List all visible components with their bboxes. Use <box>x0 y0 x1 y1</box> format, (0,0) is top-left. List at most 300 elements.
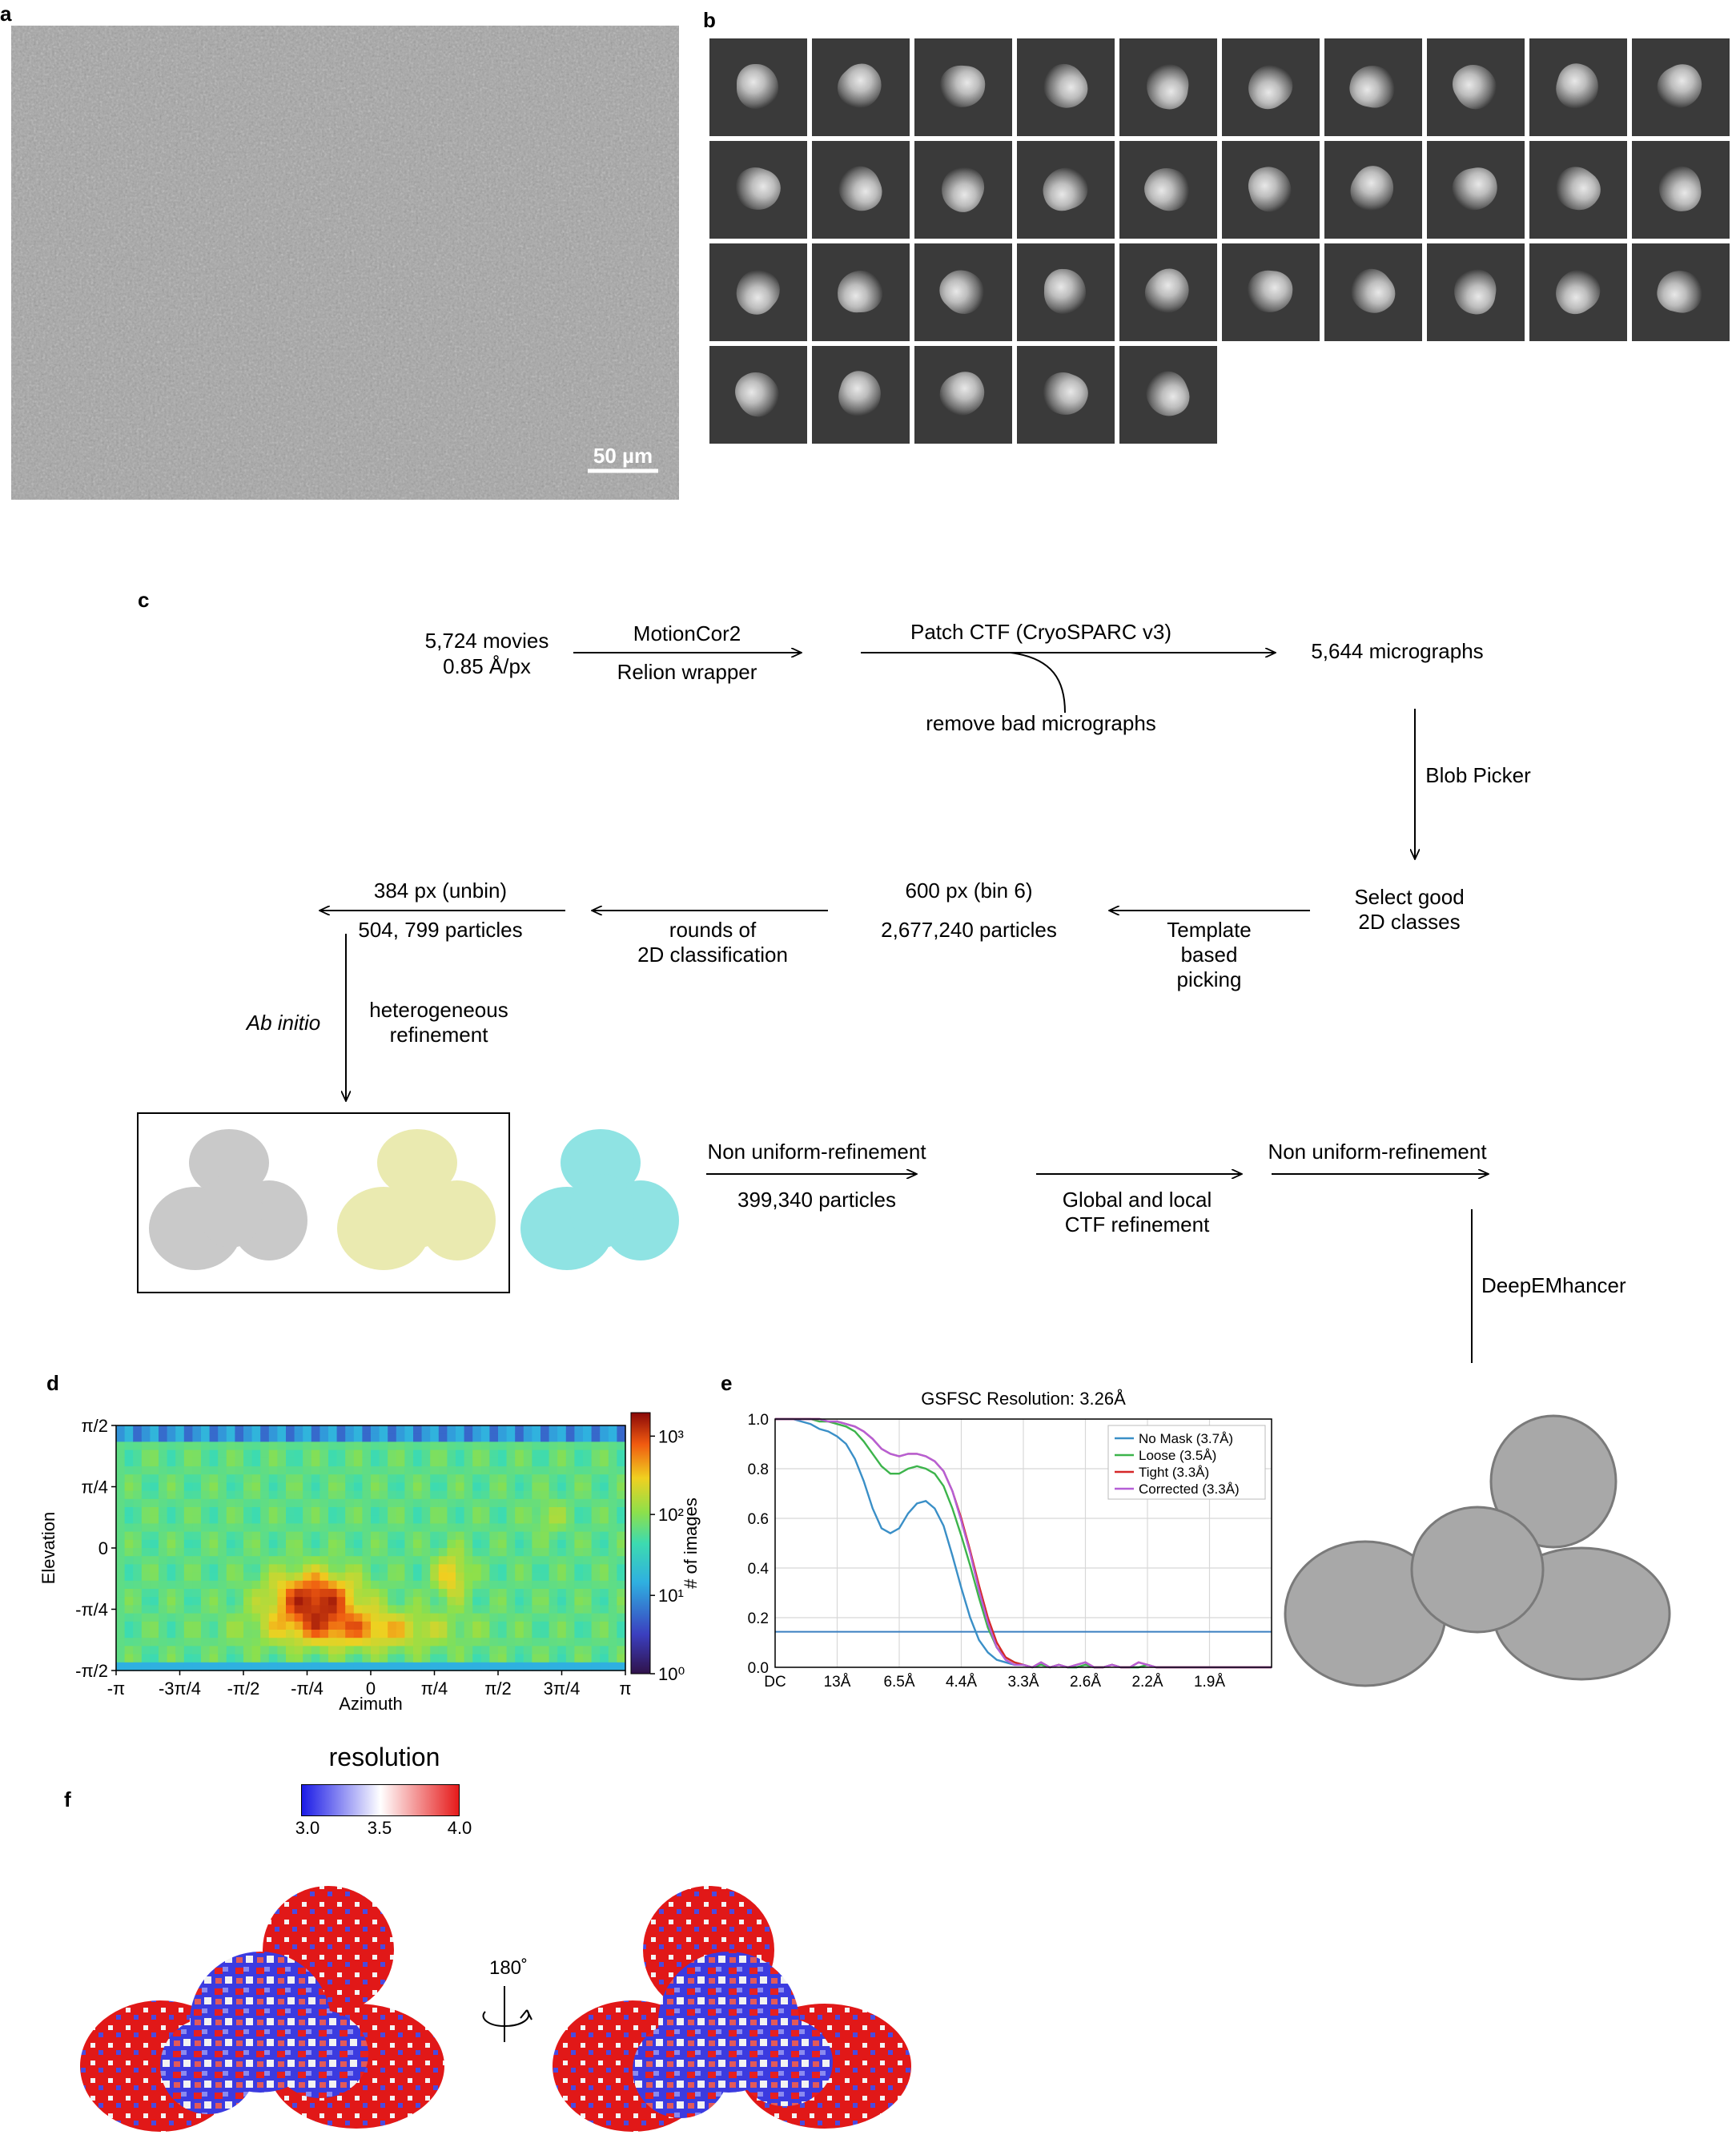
heatmap-cell <box>388 1597 396 1606</box>
heatmap-cell <box>311 1491 320 1500</box>
heatmap-cell <box>175 1605 184 1614</box>
heatmap-cell <box>472 1573 481 1582</box>
heatmap-cell <box>159 1663 167 1671</box>
heatmap-cell <box>142 1622 151 1630</box>
label-select-good-2: 2D classes <box>1358 910 1461 934</box>
heatmap-cell <box>227 1663 235 1671</box>
heatmap-cell <box>125 1532 134 1541</box>
heatmap-cell <box>167 1581 176 1590</box>
heatmap-cell <box>328 1515 337 1524</box>
heatmap-cell <box>210 1646 219 1654</box>
heatmap-cell <box>439 1433 448 1442</box>
heatmap-cell <box>439 1540 448 1549</box>
heatmap-cell <box>201 1466 210 1475</box>
heatmap-cell <box>345 1654 354 1663</box>
heatmap-cell <box>439 1589 448 1598</box>
heatmap-cell <box>260 1523 269 1532</box>
heatmap-cell <box>337 1466 346 1475</box>
heatmap-cell <box>133 1556 142 1565</box>
heatmap-cell <box>175 1523 184 1532</box>
heatmap-cell <box>557 1630 566 1638</box>
heatmap-cell <box>396 1573 405 1582</box>
heatmap-cell <box>507 1499 516 1508</box>
heatmap-cell <box>260 1507 269 1516</box>
heatmap-cell <box>116 1564 125 1573</box>
heatmap-cell <box>142 1425 151 1434</box>
heatmap-cell <box>235 1474 243 1483</box>
heatmap-cell <box>617 1605 625 1614</box>
heatmap-cell <box>566 1491 575 1500</box>
heatmap-cell <box>354 1614 363 1622</box>
heatmap-cell <box>404 1425 413 1434</box>
heatmap-cell <box>617 1654 625 1663</box>
heatmap-cell <box>345 1482 354 1491</box>
heatmap-cell <box>243 1605 252 1614</box>
heatmap-cell <box>574 1556 583 1565</box>
heatmap-cell <box>116 1523 125 1532</box>
heatmap-cell <box>617 1515 625 1524</box>
heatmap-cell <box>413 1491 422 1500</box>
heatmap-cell <box>167 1630 176 1638</box>
heatmap-cell <box>422 1450 431 1459</box>
heatmap-cell <box>574 1523 583 1532</box>
heatmap-cell <box>252 1573 261 1582</box>
heatmap-cell <box>549 1581 558 1590</box>
heatmap-cell <box>515 1441 524 1450</box>
heatmap-cell <box>210 1523 219 1532</box>
heatmap-cell <box>396 1654 405 1663</box>
heatmap-cell <box>430 1507 439 1516</box>
heatmap-cell <box>524 1507 532 1516</box>
heatmap-cell <box>319 1532 328 1541</box>
heatmap-cell <box>524 1474 532 1483</box>
heatmap-cell <box>489 1646 498 1654</box>
heatmap-cell <box>125 1474 134 1483</box>
heatmap-cell <box>295 1638 303 1646</box>
heatmap-cell <box>210 1499 219 1508</box>
heatmap-cell <box>532 1605 540 1614</box>
heatmap-cell <box>532 1564 540 1573</box>
heatmap-cell <box>396 1523 405 1532</box>
heatmap-cell <box>150 1663 159 1671</box>
heatmap-cell <box>142 1499 151 1508</box>
heatmap-cell <box>380 1556 388 1565</box>
heatmap-cell <box>201 1646 210 1654</box>
heatmap-cell <box>524 1556 532 1565</box>
heatmap-cell <box>243 1581 252 1590</box>
heatmap-cell <box>413 1507 422 1516</box>
heatmap-cell <box>371 1597 380 1606</box>
heatmap-cell <box>380 1515 388 1524</box>
heatmap-cell <box>557 1605 566 1614</box>
heatmap-cell <box>456 1548 464 1557</box>
heatmap-cell <box>439 1458 448 1467</box>
heatmap-cell <box>574 1425 583 1434</box>
heatmap-cell <box>303 1425 311 1434</box>
heatmap-cell <box>549 1548 558 1557</box>
heatmap-cell <box>260 1630 269 1638</box>
heatmap-cell <box>617 1458 625 1467</box>
heatmap-cell <box>439 1573 448 1582</box>
heatmap-cell <box>456 1630 464 1638</box>
heatmap-cell <box>227 1646 235 1654</box>
heatmap-cell <box>574 1614 583 1622</box>
heatmap-cell <box>557 1515 566 1524</box>
heatmap-cell <box>328 1556 337 1565</box>
heatmap-cell <box>557 1474 566 1483</box>
heatmap-cell <box>532 1441 540 1450</box>
heatmap-cell <box>464 1564 473 1573</box>
heatmap-cell <box>201 1441 210 1450</box>
heatmap-cell <box>371 1441 380 1450</box>
heatmap-cell <box>380 1663 388 1671</box>
heatmap-cell <box>260 1614 269 1622</box>
heatmap-cell <box>388 1507 396 1516</box>
heatmap-cell <box>464 1458 473 1467</box>
heatmap-cell <box>337 1654 346 1663</box>
heatmap-cell <box>532 1581 540 1590</box>
heatmap-cell <box>498 1450 507 1459</box>
heatmap-cell <box>303 1482 311 1491</box>
heatmap-cell <box>396 1663 405 1671</box>
heatmap-cell <box>277 1433 286 1442</box>
heatmap-cell <box>600 1450 609 1459</box>
heatmap-cell <box>167 1589 176 1598</box>
heatmap-cell <box>540 1622 549 1630</box>
heatmap-cell <box>303 1515 311 1524</box>
heatmap-cell <box>295 1466 303 1475</box>
heatmap-cell <box>489 1450 498 1459</box>
heatmap-cell <box>430 1630 439 1638</box>
heatmap-cell <box>116 1622 125 1630</box>
heatmap-cell <box>311 1589 320 1598</box>
heatmap-cell <box>617 1548 625 1557</box>
heatmap-cell <box>184 1638 193 1646</box>
heatmap-cell <box>498 1532 507 1541</box>
heatmap-cell <box>345 1663 354 1671</box>
heatmap-cell <box>413 1433 422 1442</box>
heatmap-cell <box>540 1638 549 1646</box>
heatmap-cell <box>311 1532 320 1541</box>
heatmap-cell <box>464 1605 473 1614</box>
heatmap-cell <box>574 1515 583 1524</box>
heatmap-cell <box>328 1458 337 1467</box>
heatmap-cell <box>269 1622 278 1630</box>
heatmap-cell <box>354 1499 363 1508</box>
heatmap-cell <box>362 1614 371 1622</box>
heatmap-cell <box>413 1638 422 1646</box>
heatmap-cell <box>133 1466 142 1475</box>
heatmap-cell <box>515 1663 524 1671</box>
heatmap-cell <box>295 1540 303 1549</box>
heatmap-cell <box>507 1548 516 1557</box>
heatmap-cell <box>472 1515 481 1524</box>
heatmap-cell <box>252 1654 261 1663</box>
heatmap-cell <box>133 1622 142 1630</box>
heatmap-cell <box>422 1556 431 1565</box>
heatmap-cell <box>218 1622 227 1630</box>
heatmap-cell <box>489 1482 498 1491</box>
heatmap-cell <box>507 1433 516 1442</box>
heatmap-cell <box>210 1458 219 1467</box>
heatmap-cell <box>227 1573 235 1582</box>
heatmap-cell <box>311 1638 320 1646</box>
heatmap-cell <box>430 1450 439 1459</box>
heatmap-cell <box>227 1605 235 1614</box>
heatmap-cell <box>549 1532 558 1541</box>
heatmap-cell <box>227 1654 235 1663</box>
heatmap-cell <box>388 1663 396 1671</box>
heatmap-cell <box>227 1491 235 1500</box>
heatmap-cell <box>303 1605 311 1614</box>
heatmap-cell <box>600 1630 609 1638</box>
heatmap-cell <box>354 1573 363 1582</box>
heatmap-cell <box>430 1614 439 1622</box>
heatmap-cell <box>159 1433 167 1442</box>
heatmap-cell <box>600 1441 609 1450</box>
heatmap-cell <box>515 1515 524 1524</box>
label-micrographs: 5,644 micrographs <box>1311 639 1484 663</box>
heatmap-cell <box>456 1556 464 1565</box>
heatmap-cell <box>515 1450 524 1459</box>
heatmap-cell <box>583 1663 592 1671</box>
heatmap-cell <box>592 1482 601 1491</box>
heatmap-cell <box>413 1474 422 1483</box>
heatmap-cell <box>592 1589 601 1598</box>
heatmap-cell <box>422 1515 431 1524</box>
heatmap-cell <box>583 1450 592 1459</box>
heatmap-cell <box>227 1515 235 1524</box>
heatmap-cell <box>345 1499 354 1508</box>
heatmap-cell <box>404 1638 413 1646</box>
heatmap-cell <box>319 1523 328 1532</box>
heatmap-cell <box>286 1425 295 1434</box>
heatmap-cell <box>464 1523 473 1532</box>
heatmap-cell <box>277 1622 286 1630</box>
heatmap-cell <box>252 1441 261 1450</box>
heatmap-cell <box>617 1523 625 1532</box>
heatmap-cell <box>609 1458 617 1467</box>
heatmap-cell <box>583 1638 592 1646</box>
heatmap-cell <box>600 1597 609 1606</box>
heatmap-cell <box>269 1466 278 1475</box>
heatmap-cell <box>192 1450 201 1459</box>
heatmap-cell <box>159 1556 167 1565</box>
label-template-1: Template <box>1167 918 1252 942</box>
heatmap-cell <box>277 1548 286 1557</box>
heatmap-cell <box>507 1458 516 1467</box>
heatmap-cell <box>260 1515 269 1524</box>
heatmap-cell <box>150 1581 159 1590</box>
heatmap-cell <box>116 1532 125 1541</box>
heatmap-cell <box>481 1573 490 1582</box>
heatmap-cell <box>422 1466 431 1475</box>
heatmap-cell <box>243 1458 252 1467</box>
heatmap-cell <box>583 1523 592 1532</box>
heatmap-cell <box>252 1540 261 1549</box>
heatmap-cell <box>328 1638 337 1646</box>
heatmap-cell <box>218 1540 227 1549</box>
heatmap-cell <box>609 1654 617 1663</box>
heatmap-cell <box>235 1564 243 1573</box>
heatmap-cell <box>252 1638 261 1646</box>
heatmap-cell <box>549 1515 558 1524</box>
heatmap-cell <box>430 1654 439 1663</box>
heatmap-cell <box>549 1573 558 1582</box>
heatmap-cell <box>311 1573 320 1582</box>
heatmap-cell <box>167 1646 176 1654</box>
heatmap-cell <box>218 1548 227 1557</box>
heatmap-cell <box>583 1564 592 1573</box>
heatmap-cell <box>201 1491 210 1500</box>
heatmap-cell <box>260 1540 269 1549</box>
fsc-legend-label: Tight (3.3Å) <box>1139 1465 1210 1480</box>
heatmap-cell <box>464 1425 473 1434</box>
heatmap-cell <box>524 1466 532 1475</box>
heatmap-cell <box>116 1556 125 1565</box>
heatmap-cell <box>303 1474 311 1483</box>
heatmap-cell <box>218 1433 227 1442</box>
heatmap-cell <box>507 1614 516 1622</box>
heatmap-cell <box>175 1507 184 1516</box>
heatmap-cell <box>235 1507 243 1516</box>
heatmap-cell <box>574 1630 583 1638</box>
heatmap-cell <box>328 1482 337 1491</box>
heatmap-cell <box>617 1646 625 1654</box>
heatmap-cell <box>133 1638 142 1646</box>
heatmap-cell <box>362 1654 371 1663</box>
heatmap-cell <box>617 1466 625 1475</box>
heatmap-cell <box>472 1433 481 1442</box>
heatmap-cell <box>159 1450 167 1459</box>
heatmap-cell <box>464 1548 473 1557</box>
heatmap-cell <box>380 1646 388 1654</box>
heatmap-cell <box>617 1589 625 1598</box>
heatmap-cell <box>354 1654 363 1663</box>
heatmap-cell <box>515 1581 524 1590</box>
heatmap-cell <box>303 1564 311 1573</box>
heatmap-cell <box>210 1654 219 1663</box>
heatmap-cell <box>430 1523 439 1532</box>
fsc-legend-label: Corrected (3.3Å) <box>1139 1482 1240 1497</box>
heatmap-cell <box>133 1573 142 1582</box>
heatmap-cell <box>557 1523 566 1532</box>
heatmap-cell <box>592 1515 601 1524</box>
heatmap-cell <box>507 1581 516 1590</box>
heatmap-cell <box>125 1441 134 1450</box>
heatmap-cell <box>159 1482 167 1491</box>
heatmap-cell <box>210 1450 219 1459</box>
heatmap-cell <box>303 1638 311 1646</box>
heatmap-cell <box>311 1614 320 1622</box>
heatmap-cell <box>617 1433 625 1442</box>
heatmap-cell <box>388 1491 396 1500</box>
heatmap-cell <box>404 1605 413 1614</box>
heatmap-cell <box>472 1622 481 1630</box>
heatmap-cell <box>439 1450 448 1459</box>
heatmap-cell <box>396 1515 405 1524</box>
heatmap-cell <box>142 1589 151 1598</box>
heatmap-cell <box>345 1589 354 1598</box>
heatmap-cell <box>583 1458 592 1467</box>
heatmap-cell <box>574 1482 583 1491</box>
label-pixel-size: 0.85 Å/px <box>443 654 531 678</box>
heatmap-cell <box>396 1597 405 1606</box>
heatmap-cell <box>328 1605 337 1614</box>
heatmap-cell <box>557 1646 566 1654</box>
heatmap-cell <box>260 1466 269 1475</box>
heatmap-cell <box>133 1663 142 1671</box>
heatmap-cell <box>295 1499 303 1508</box>
heatmap-cell <box>388 1466 396 1475</box>
heatmap-cell <box>345 1466 354 1475</box>
heatmap-cell <box>498 1589 507 1598</box>
heatmap-cell <box>201 1499 210 1508</box>
heatmap-cell <box>498 1622 507 1630</box>
heatmap-cell <box>210 1622 219 1630</box>
heatmap-cell <box>252 1548 261 1557</box>
heatmap-cell <box>125 1540 134 1549</box>
heatmap-cell <box>592 1605 601 1614</box>
heatmap-cell <box>218 1515 227 1524</box>
scale-bar-label: 50 µm <box>593 444 653 468</box>
label-relion-wrapper: Relion wrapper <box>617 660 757 684</box>
heatmap-cell <box>192 1507 201 1516</box>
heatmap-cell <box>371 1556 380 1565</box>
heatmap-cell <box>159 1458 167 1467</box>
heatmap-cell <box>260 1450 269 1459</box>
heatmap-cell <box>413 1532 422 1541</box>
heatmap-cell <box>489 1433 498 1442</box>
heatmap-cell <box>295 1425 303 1434</box>
heatmap-cell <box>507 1523 516 1532</box>
heatmap-cell <box>337 1589 346 1598</box>
heatmap-cell <box>337 1523 346 1532</box>
heatmap-cell <box>464 1663 473 1671</box>
heatmap-cell <box>328 1466 337 1475</box>
heatmap-cell <box>133 1433 142 1442</box>
heatmap-cell <box>328 1630 337 1638</box>
heatmap-cell <box>396 1450 405 1459</box>
heatmap-cell <box>413 1540 422 1549</box>
heatmap-cell <box>133 1654 142 1663</box>
heatmap-cell <box>371 1605 380 1614</box>
heatmap-cell <box>252 1458 261 1467</box>
heatmap-cell <box>201 1589 210 1598</box>
heatmap-cell <box>227 1466 235 1475</box>
heatmap-cell <box>481 1597 490 1606</box>
heatmap-cell <box>557 1532 566 1541</box>
heatmap-cell <box>354 1523 363 1532</box>
heatmap-cell <box>557 1425 566 1434</box>
heatmap-cell <box>600 1474 609 1483</box>
heatmap-cell <box>447 1589 456 1598</box>
heatmap-cell <box>125 1466 134 1475</box>
heatmap-cell <box>227 1450 235 1459</box>
heatmap-cell <box>192 1482 201 1491</box>
heatmap-cell <box>286 1482 295 1491</box>
heatmap-cell <box>303 1556 311 1565</box>
heatmap-cell <box>252 1581 261 1590</box>
heatmap-cell <box>311 1425 320 1434</box>
heatmap-cell <box>566 1548 575 1557</box>
heatmap-cell <box>430 1491 439 1500</box>
heatmap-cell <box>319 1515 328 1524</box>
heatmap-cell <box>380 1425 388 1434</box>
heatmap-cell <box>235 1556 243 1565</box>
heatmap-cell <box>498 1458 507 1467</box>
fsc-legend <box>1108 1425 1265 1499</box>
